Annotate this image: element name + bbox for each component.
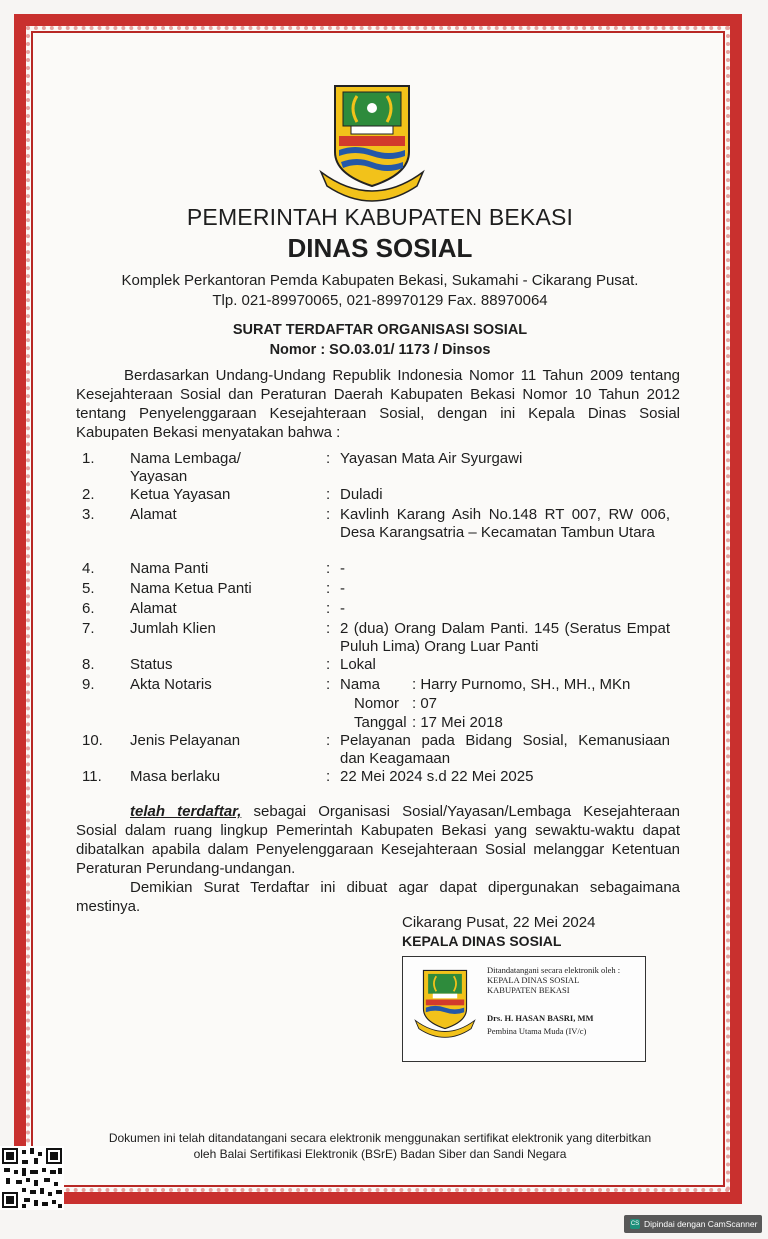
camscanner-label: Dipindai dengan CamScanner: [644, 1219, 758, 1229]
registration-statement: [76, 802, 680, 878]
row-number: 10.: [82, 732, 103, 749]
row-number: 8.: [82, 656, 95, 673]
row-number: 6.: [82, 600, 95, 617]
row-number: 9.: [82, 676, 95, 693]
letterhead: [42, 204, 718, 309]
row-value: -: [340, 560, 345, 577]
row-value: Lokal: [340, 656, 376, 673]
row-colon: :: [326, 580, 331, 597]
signer-name: Drs. H. HASAN BASRI, MM: [487, 1013, 594, 1023]
row-value: 22 Mei 2024 s.d 22 Mei 2025: [340, 768, 534, 785]
footer-line-1: Dokumen ini telah ditandatangani secara elektronik menggunakan sertifikat elektronik yang diterbitkan: [108, 1131, 652, 1145]
closing-paragraphs: [76, 802, 680, 916]
row-number: 1.: [82, 450, 95, 467]
place-date: Cikarang Pusat, 22 Mei 2024: [402, 914, 596, 931]
esign-line-3: KABUPATEN BEKASI: [487, 985, 570, 995]
electronic-signature-box: [402, 956, 646, 1062]
signer-position: KEPALA DINAS SOSIAL: [402, 933, 562, 949]
row-value: -: [340, 580, 345, 597]
esign-line-2: KEPALA DINAS SOSIAL: [487, 975, 580, 985]
signature-block: [402, 914, 702, 949]
row-label: Nama Panti: [130, 560, 209, 577]
akta-nama-value: : Harry Purnomo, SH., MH., MKn: [412, 676, 631, 693]
bekasi-emblem-logo: [317, 82, 427, 202]
bekasi-emblem-small: [413, 965, 477, 1041]
office-phone: Tlp. 021-89970065, 021-89970129 Fax. 88970064: [212, 292, 548, 309]
row-label: Akta Notaris: [130, 676, 212, 693]
akta-tanggal-label: Tanggal: [354, 714, 407, 731]
akta-tanggal-value: : 17 Mei 2018: [412, 714, 503, 731]
akta-nomor-label: Nomor: [354, 695, 400, 712]
row-value: Yayasan Mata Air Syurgawi: [340, 450, 523, 467]
camscanner-watermark: [624, 1215, 762, 1233]
row-value: Kavlinh Karang Asih No.148 RT 007, RW 006, Desa Karangsatria – Kecamatan Tambun Utara: [340, 506, 670, 541]
row-label: Status: [130, 656, 173, 673]
department-name: DINAS SOSIAL: [287, 233, 473, 263]
row-label: Jenis Pelayanan: [130, 732, 241, 749]
row-colon: :: [326, 486, 331, 503]
row-value: -: [340, 600, 345, 617]
qr-code-icon: [0, 1146, 64, 1210]
signer-rank: Pembina Utama Muda (IV/c): [487, 1026, 587, 1036]
row-label: Masa berlaku: [130, 768, 221, 785]
document-title-block: [42, 320, 718, 360]
esign-footer-note: [42, 1130, 718, 1162]
akta-nomor-value: : 07: [412, 695, 438, 712]
esign-text: [487, 965, 639, 1036]
row-value: Pelayanan pada Bidang Sosial, Kemanusiaan dan Keagamaan: [340, 732, 670, 767]
intro-paragraph: Berdasarkan Undang-Undang Republik Indonesia Nomor 11 Tahun 2009 tentang Kesejahteraan Sosial dan Peraturan Daerah Kabupaten Bekasi Nomor 10 Tahun 2012 tentang Penyelenggaraan Kesejahteraan Sosial, dengan ini Kepala Dinas Sosial Kabupaten Bekasi menyatakan bahwa :: [76, 367, 680, 441]
row-number: 11.: [82, 768, 102, 785]
camscanner-icon: CS: [630, 1221, 640, 1227]
document-number: Nomor : SO.03.01/ 1173 / Dinsos: [269, 342, 491, 358]
row-colon: :: [326, 768, 331, 785]
row-colon: :: [326, 676, 331, 693]
registration-statement-text: sebagai Organisasi Sosial/Yayasan/Lembaga Kesejahteraan Sosial dalam ruang lingkup Pemerintah Kabupaten Bekasi yang sewaktu-waktu dapat dibatalkan apabila dalam Penyelenggaraan Kesejahteraan Sosial melanggar Ketentuan Peraturan Perundang-undangan.: [76, 803, 680, 877]
certificate-page: [42, 40, 718, 1190]
row-colon: :: [326, 560, 331, 577]
row-colon: :: [326, 450, 331, 467]
row-value: 2 (dua) Orang Dalam Panti. 145 (Seratus Empat Puluh Lima) Orang Luar Panti: [340, 620, 670, 655]
closing-statement: Demikian Surat Terdaftar ini dibuat agar dapat dipergunakan sebagaimana mestinya.: [76, 879, 680, 915]
row-label: Jumlah Klien: [130, 620, 216, 637]
row-colon: :: [326, 732, 331, 749]
akta-nama-label: Nama: [340, 676, 381, 693]
row-label: Nama Lembaga/ Yayasan: [130, 450, 241, 485]
row-colon: :: [326, 620, 331, 637]
row-label: Nama Ketua Panti: [130, 580, 252, 597]
esign-line-1: Ditandatangani secara elektronik oleh :: [487, 965, 621, 975]
row-colon: :: [326, 506, 331, 523]
row-label: Ketua Yayasan: [130, 486, 231, 503]
row-colon: :: [326, 600, 331, 617]
row-number: 7.: [82, 620, 95, 637]
row-label: Alamat: [130, 600, 177, 617]
row-colon: :: [326, 656, 331, 673]
row-number: 2.: [82, 486, 95, 503]
row-number: 3.: [82, 506, 95, 523]
office-address: Komplek Perkantoran Pemda Kabupaten Bekasi, Sukamahi - Cikarang Pusat.: [121, 272, 639, 289]
row-number: 5.: [82, 580, 95, 597]
row-number: 4.: [82, 560, 95, 577]
document-title: SURAT TERDAFTAR ORGANISASI SOSIAL: [232, 322, 528, 338]
row-label: Alamat: [130, 506, 177, 523]
row-value: Duladi: [340, 486, 383, 503]
registered-emphasis: telah terdaftar,: [130, 803, 242, 820]
footer-line-2: oleh Balai Sertifikasi Elektronik (BSrE) Badan Siber dan Sandi Negara: [193, 1147, 567, 1161]
government-name: PEMERINTAH KABUPATEN BEKASI: [186, 204, 574, 230]
